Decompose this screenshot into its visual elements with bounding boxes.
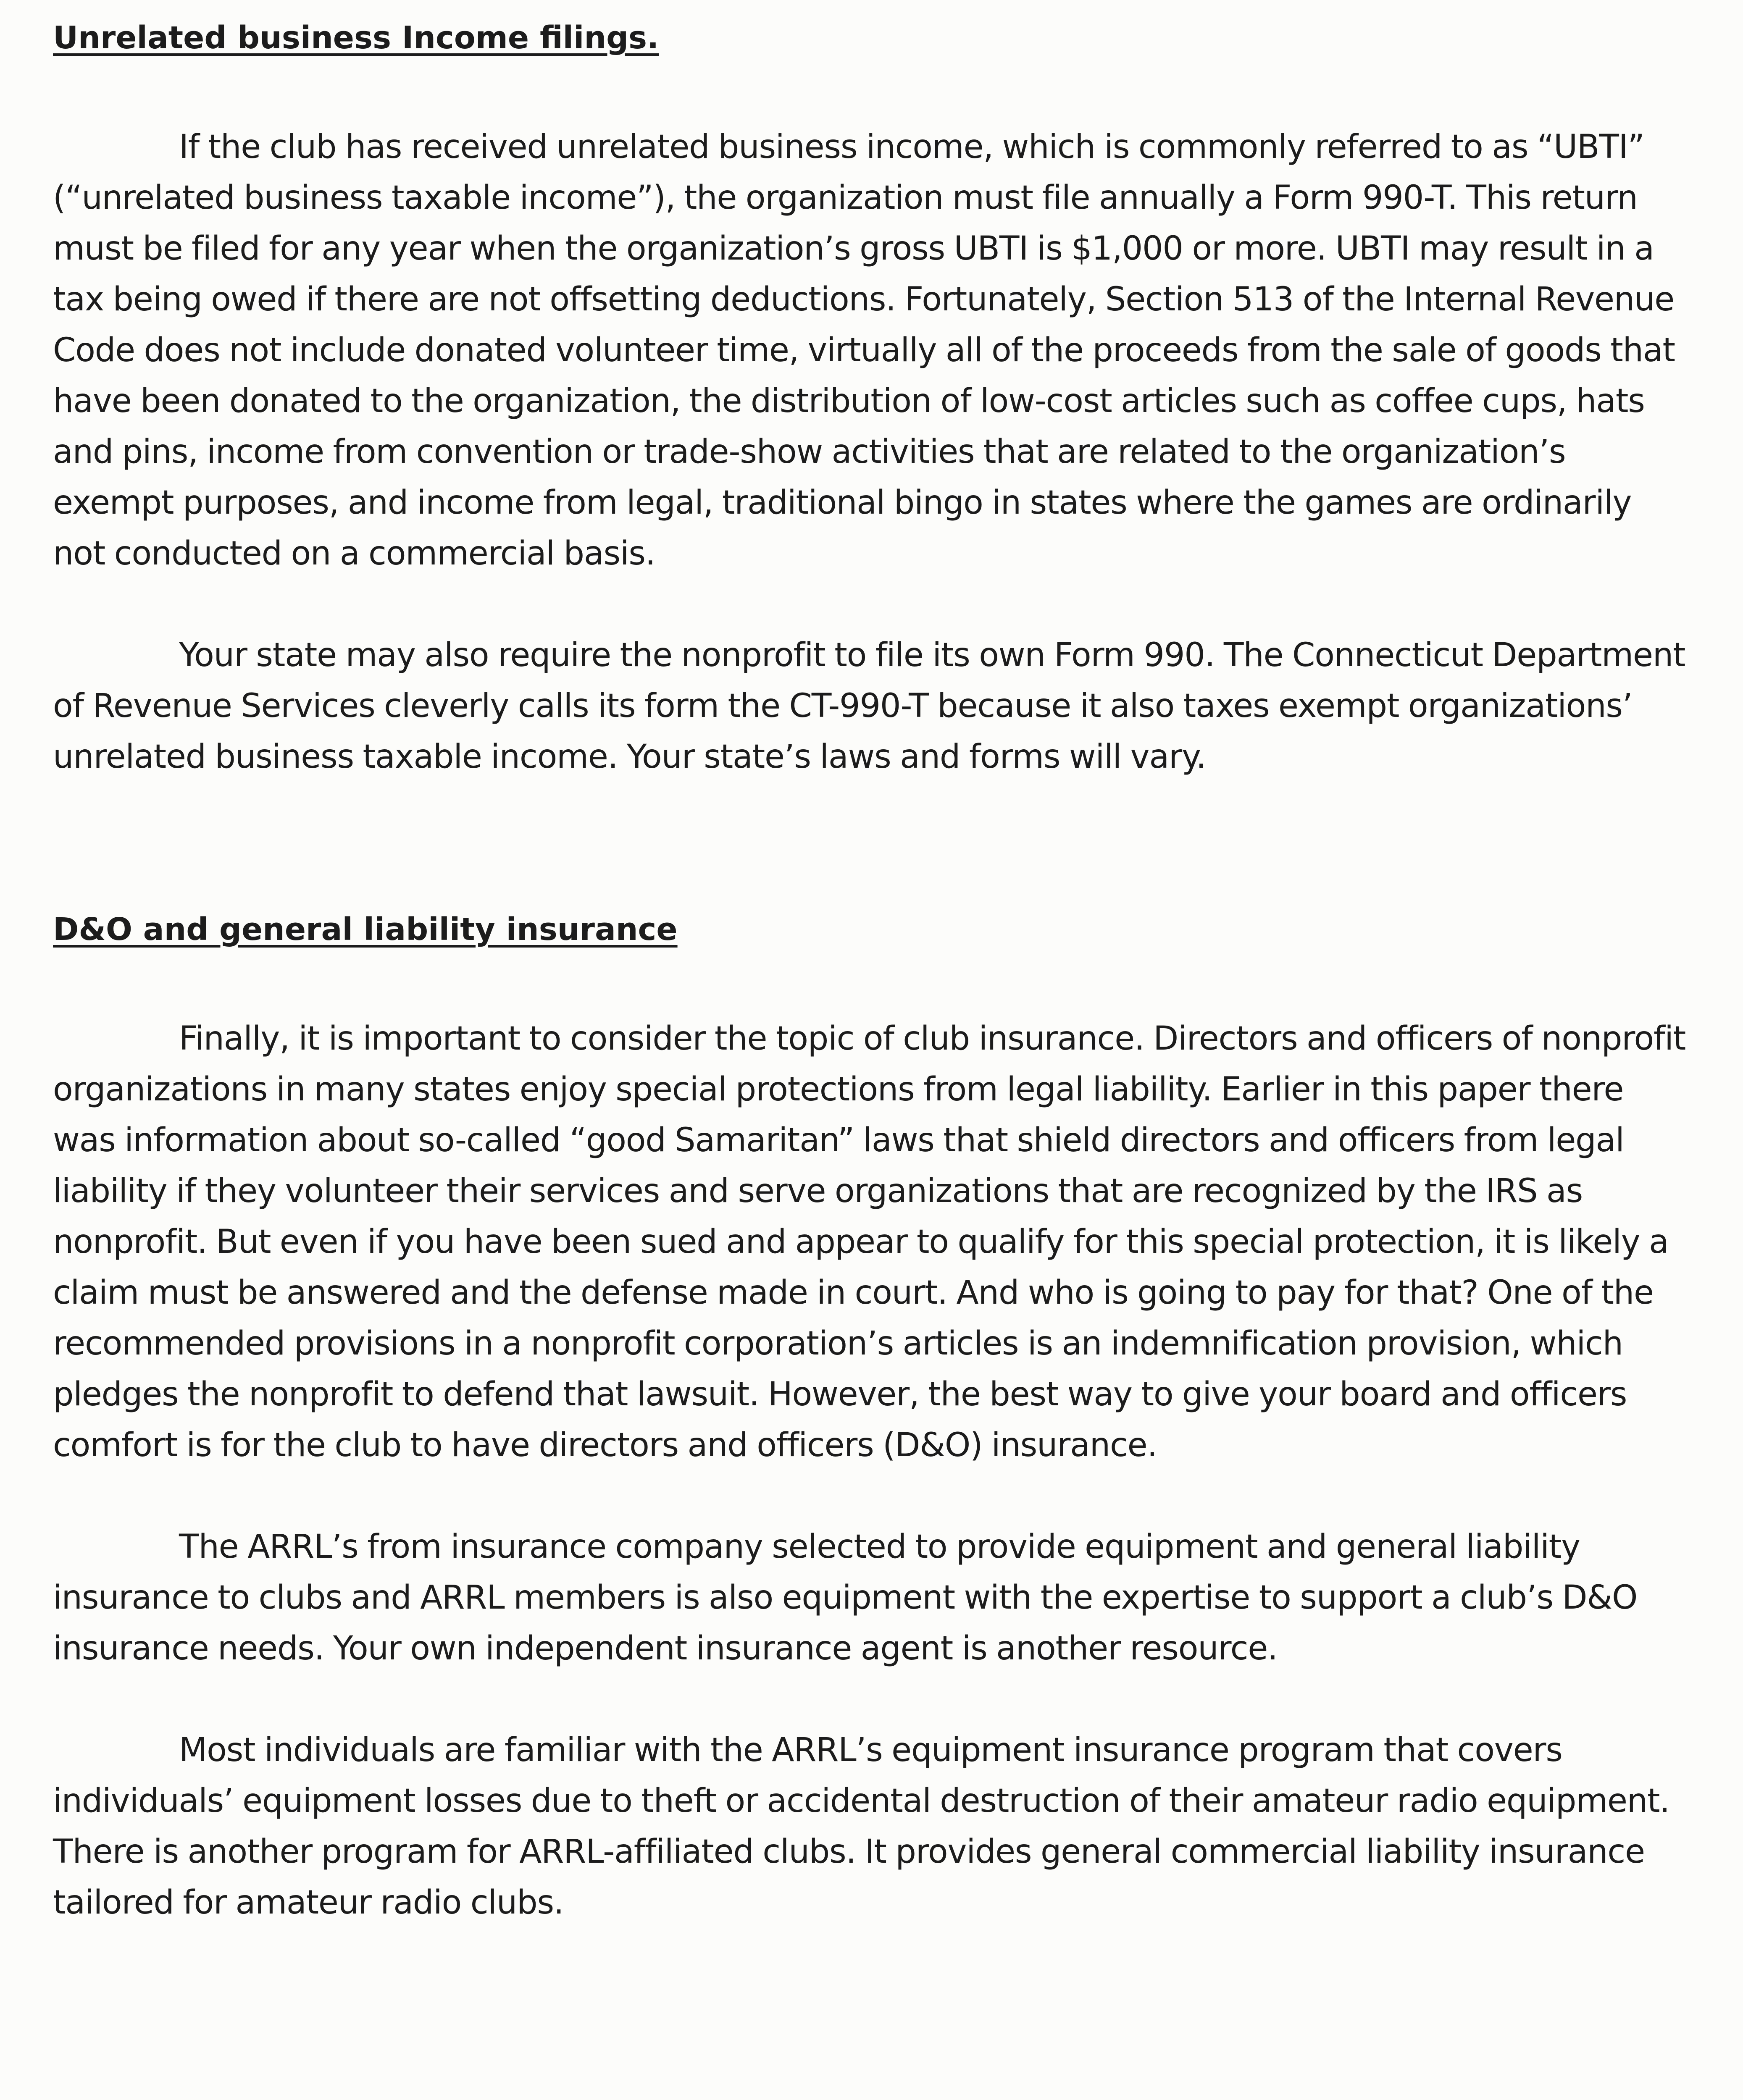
paragraph-arrl-insurer: The ARRL’s from insurance company selected to provide equipment and general liability insurance to clubs and ARRL members is also equipment with the expertise to support a club’s D&O insurance needs. Your own independent insurance agent is another resource. [53, 1528, 1638, 1667]
paragraph-club-insurance: Finally, it is important to consider the topic of club insurance. Directors and officers of nonprofit organizations in many states enjoy special protections from legal liability. Earlier in this paper there was information about so-called “good Samaritan” laws that shield directors and officers from legal liability if they volunteer their services and serve organizations that are recognized by the IRS as nonprofit. But even if you have been sued and appear to qualify for this special protection, it is likely a claim must be answered and the defense made in court. And who is going to pay for that? One of the recommended provisions in a nonprofit corporation’s articles is an indemnification provision, which pledges the nonprofit to defend that lawsuit. However, the best way to give your board and officers comfort is for the club to have directors and officers (D&O) insurance. [53, 1020, 1686, 1464]
section-heading-ubti: Unrelated business Income filings. [53, 20, 659, 56]
paragraph-ubti-filing: If the club has received unrelated business income, which is commonly referred to as “UBTI” (“unrelated business taxable income”), the organization must file annually a Form 990-T. This return must be filed for any year when the organization’s gross UBTI is $1,000 or more. UBTI may result in a tax being owed if there are not offsetting deductions. Fortunately, Section 513 of the Internal Revenue Code does not include donated volunteer time, virtually all of the proceeds from the sale of goods that have been donated to the organization, the distribution of low-cost articles such as coffee cups, hats and pins, income from convention or trade-show activities that are related to the organization’s exempt purposes, and income from legal, traditional bingo in states where the games are ordinarily not conducted on a commercial basis. [53, 128, 1675, 572]
section-heading-insurance: D&O and general liability insurance [53, 911, 678, 948]
paragraph-equipment-program: Most individuals are familiar with the ARRL’s equipment insurance program that covers individuals’ equipment losses due to theft or accidental destruction of their amateur radio equipment. There is another program for ARRL-affiliated clubs. It provides general commercial liability insurance tailored for amateur radio clubs. [53, 1731, 1669, 1922]
paragraph-state-form: Your state may also require the nonprofit to file its own Form 990. The Connecticut Department of Revenue Services cleverly calls its form the CT-990-T because it also taxes exempt organizations’ unrelated business taxable income. Your state’s laws and forms will vary. [53, 636, 1685, 776]
document-page [53, 17, 1691, 1928]
